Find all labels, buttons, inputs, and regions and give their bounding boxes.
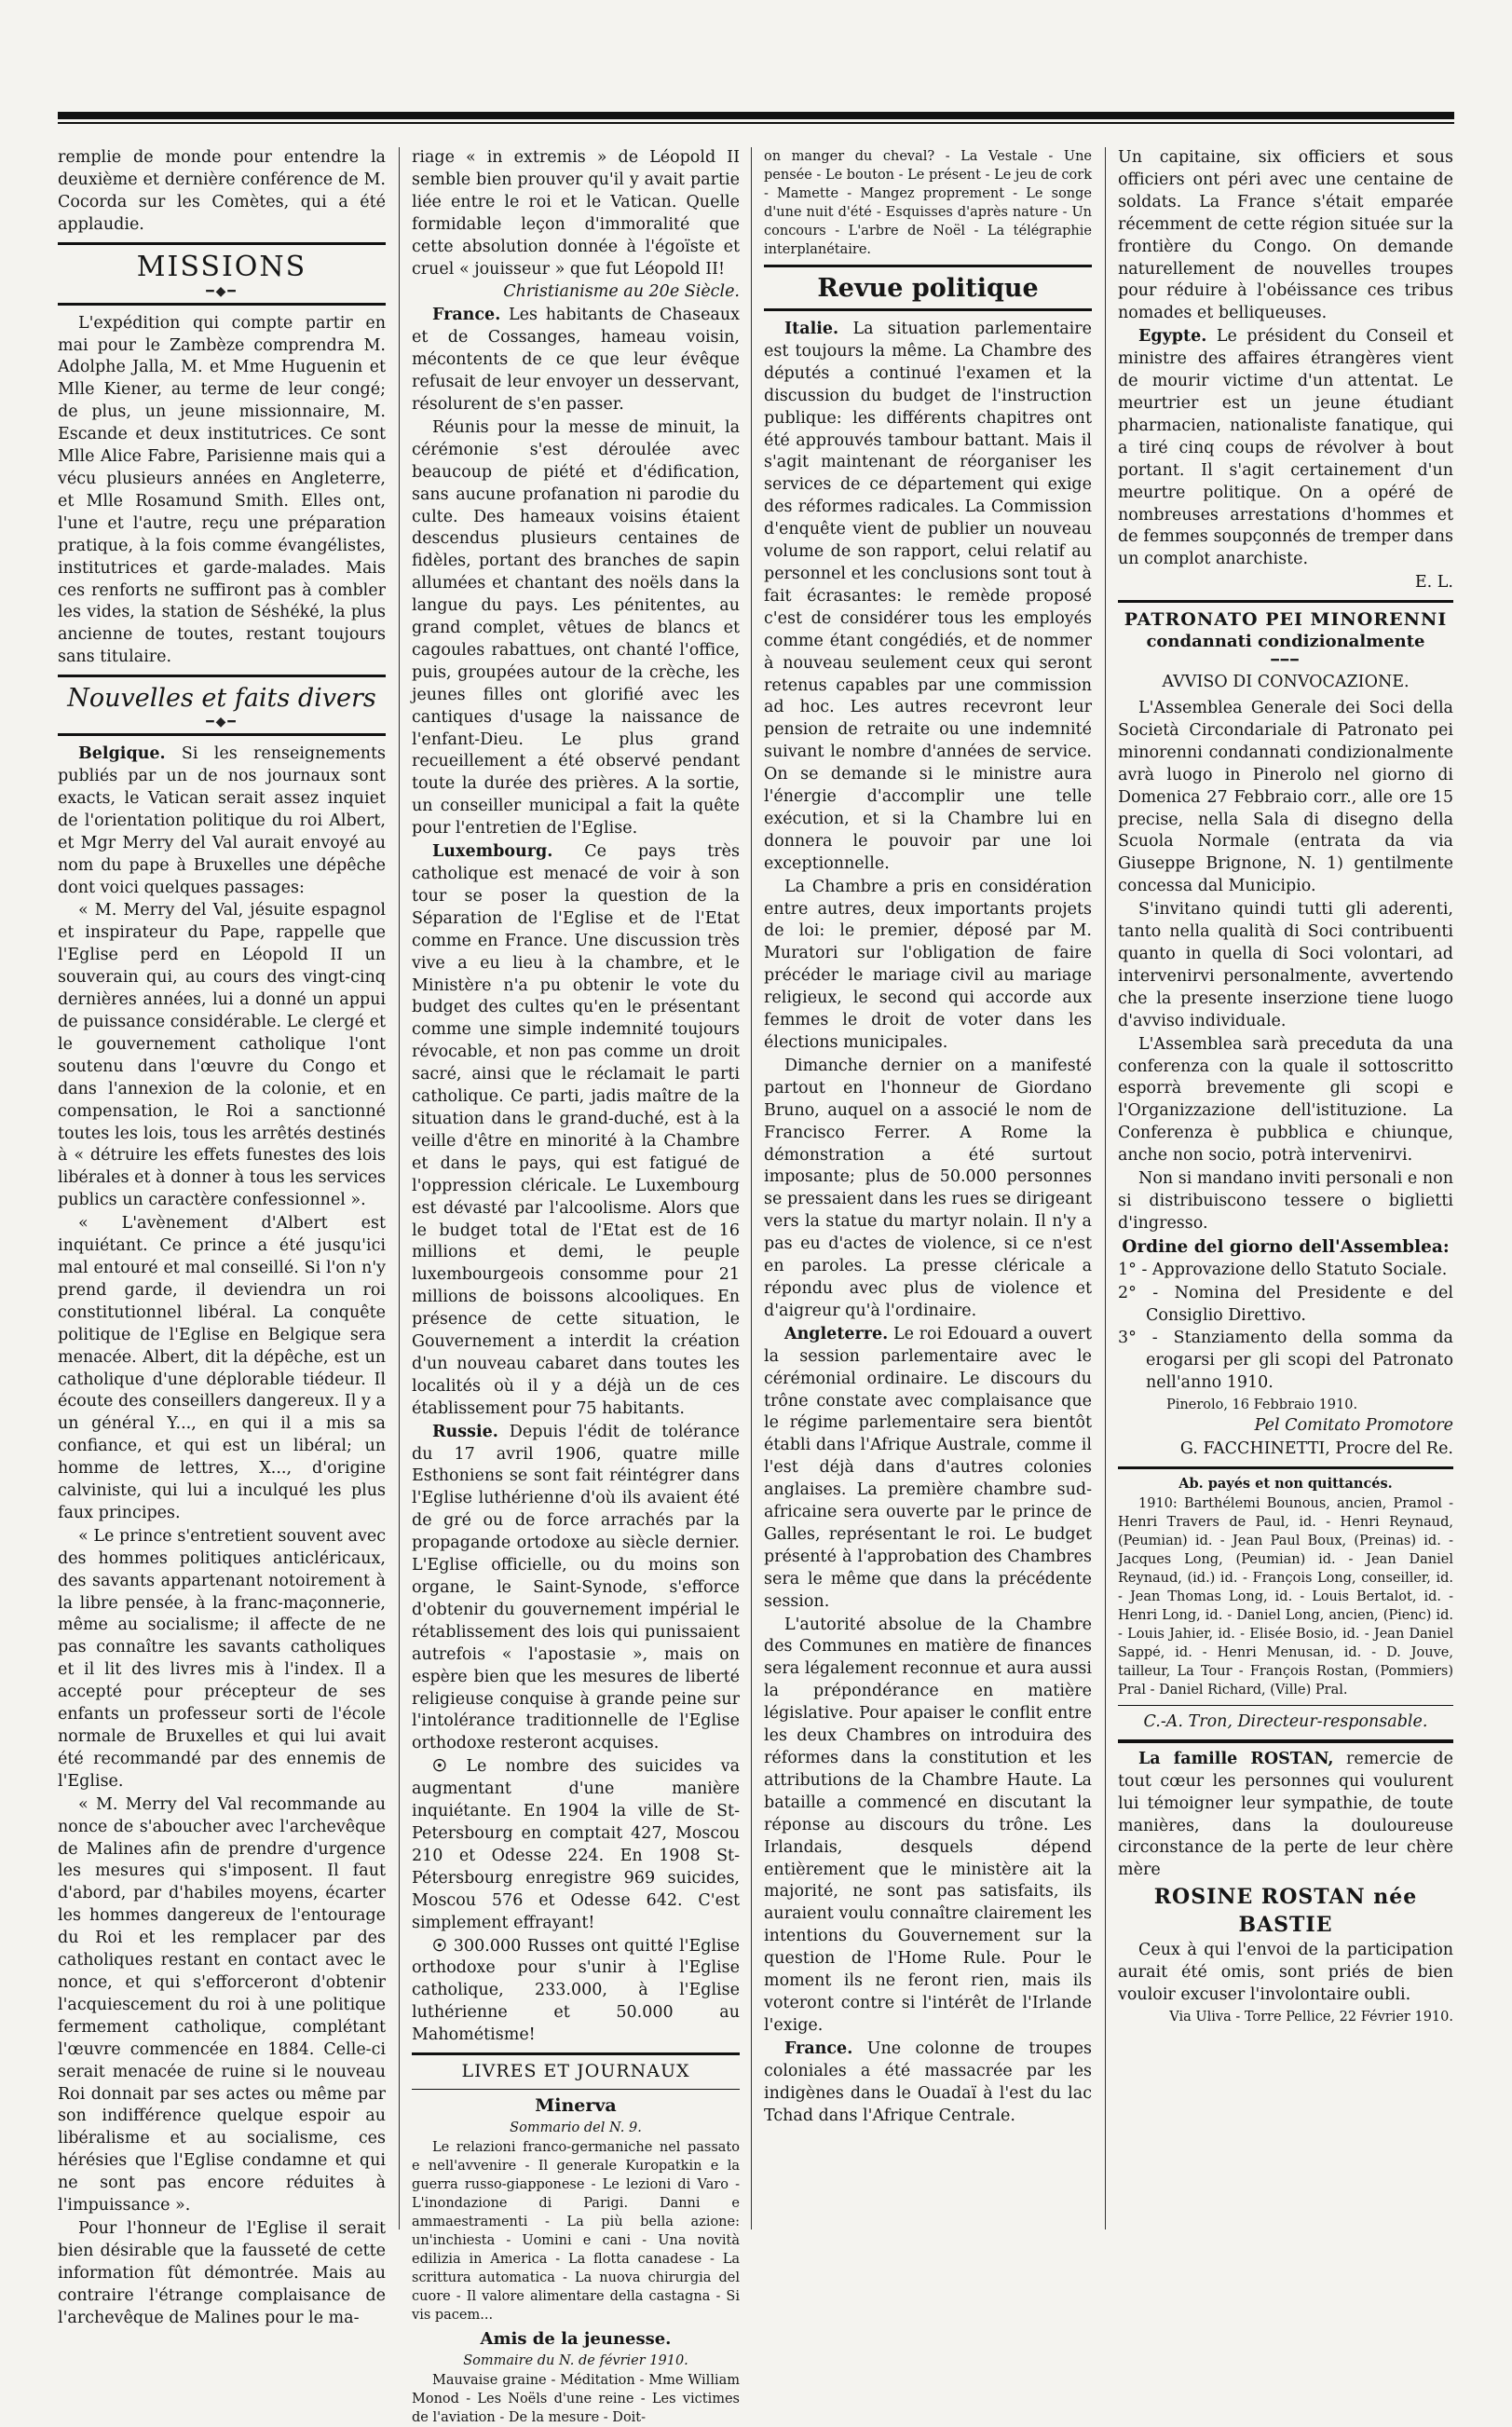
agenda-item: 3° - Stanziamento della somma da erogarsi per gli scopi del Patronato nell'anno 1910. xyxy=(1118,1329,1453,1393)
paragraph: La famille ROSTAN, remercie de tout cœur les personnes qui voulurent lui témoigner leur sympathie, de toute manières, dans la douloureuse circonstance de la perte de leur chère mère xyxy=(1118,1749,1453,1880)
ornament: ━◆━ xyxy=(206,715,238,730)
missions-header xyxy=(58,242,386,306)
paragraph: « L'avènement d'Albert est inquiétant. Ce prince a été jusqu'ici mal entouré et mal conseillé. Si l'on n'y prend garde, il deviendra un roi constitutionnel libéral. La conquête politique de l'Eglise en Belgique sera menacée. Albert, dit la dépêche, est un catholique d'une déplorable tiédeur. Il écoute des conseillers dangereux. Il y a un général Y..., en qui il a mis sa confiance, et qui est un libéral; un homme de lettres, X..., d'origine calviniste, qui lui a inculqué les plus faux principes. xyxy=(58,1214,386,1522)
signature: E. L. xyxy=(1414,573,1453,593)
paragraph: L'autorité absolue de la Chambre des Communes en matière de finances sera légalement reconnue et aura aussi la prépondérance en matière législative. Pour apaiser le conflit entre les deux Chambres on introduira des réformes dans la constitution et les attributions de la Chambre Haute. La bataille a commencé en discutant la réponse au discours du trône. Les Irlandais, desquels dépend entièrement que le ministère ait la majorité, ne sont pas satisfaits, ils auraient voulu connaître clairement les intentions du Gouvernement sur la question de l'Home Rule. Pour le moment ils ne feront rien, mais ils voteront contre si l'intérêt de l'Irlande l'exige. xyxy=(764,1615,1092,2035)
paragraph: Dimanche dernier on a manifesté partout en l'honneur de Giordano Bruno, auquel on a associé le nom de Francisco Ferrer. A Rome la démonstration a été surtout imposante; plus de 50.000 personnes se pressaient dans les rues se dirigeant vers la statue du martyr nolain. Il n'y a pas eu d'actes de violence, si ce n'est en paroles. La presse cléricale a répondu avec plus de violence et d'aigreur qu'à l'ordinaire. xyxy=(764,1056,1092,1320)
paragraph: Russie. Depuis l'édit de tolérance du 17 avril 1906, quatre mille Esthoniens se sont fait réintégrer dans l'Eglise luthérienne d'où ils avaient été de gré ou de force arrachés par la propagande ortodoxe au siècle dernier. L'Eglise officielle, ou du moins son organe, le Saint-Synode, s'efforce d'obtenir du gouvernement impérial le rétablissement des lois qui punissaient autrefois « l'apostasie », mais on espère bien que les mesures de liberté religieuse conquise à grande peine sur l'intolérance traditionnelle de l'Eglise orthodoxe resteront acquises. xyxy=(412,1422,740,1753)
paragraph: Luxembourg. Ce pays très catholique est menacé de voir à son tour se poser la question de la Séparation de l'Eglise et de l'Etat comme en France. Une discussion très vive a eu lieu à la chambre, et le Ministère n'a pu obtenir le vote du budget des cultes qu'en le présentant comme une simple indemnité toujours révocable, et non pas comme un droit sacré, ainsi que le réclamait le parti catholique. Ce parti, jadis maître de la situation dans le grand-duché, est à la veille d'être en minorité à la Chambre et dans le pays, qui est fatigué de l'oppression cléricale. Le Luxembourg est dévasté par l'alcoolisme. Alors que le budget total de l'Etat est de 16 millions et demi, le peuple luxembourgeois consomme pour 21 millions de boissons alcooliques. En présence de cette situation, le Gouvernement a interdit la création d'un nouveau cabaret dans toutes les localités où il y a déjà un de ces établissement pour 75 habitants. xyxy=(412,842,740,1418)
lead-label: Italie. xyxy=(784,320,839,338)
section-title: Nouvelles et faits divers xyxy=(67,684,376,714)
column-divider xyxy=(399,147,400,2229)
paragraph: France. Une colonne de troupes coloniales a été massacrée par les indigènes dans le Ouadaï à l'est du lac Tchad dans l'Afrique Centrale. xyxy=(764,2038,1092,2125)
notice-title: AVVISO DI CONVOCAZIONE. xyxy=(1162,673,1410,692)
paragraph: Ceux à qui l'envoi de la participation aurait été omis, sont priés de bien vouloir excuser l'involontaire oubli. xyxy=(1118,1941,1453,2005)
signer: G. FACCHINETTI, Procre del Re. xyxy=(1179,1439,1453,1459)
paragraph: Pour l'honneur de l'Eglise il serait bien désirable que la fausseté de cette information fût démontrée. Mais au contraire l'étrange complaisance de l'archevêque de Malines pour le ma- xyxy=(58,2218,386,2327)
paragraph: Réunis pour la messe de minuit, la cérémonie s'est déroulée avec beaucoup de piété et d'édification, sans aucune profanation ni parodie du culte. Des hameaux voisins étaient descendus plusieurs centaines de fidèles, portant des branches de sapin allumées et chantant des noëls dans la langue du pays. Les pénitentes, au grand complet, vêtues de blancs et cagoules rabattues, ont chanté l'office, puis, groupées autour de la crèche, les jeunes filles ont glorifié avec les cantiques d'usage la naissance de l'enfant-Dieu. Le plus grand recueillement a été observé pendant toute la durée des prières. A la sortie, un conseiller municipal a fait la quête pour l'entretien de l'Eglise. xyxy=(412,417,740,839)
paragraph: Un capitaine, six officiers et sous officiers ont péri avec une centaine de soldats. La France s'était emparée récemment de cette région située sur la frontière du Congo. On demande naturellement de nouvelles troupes pour réduire à l'obéissance ces tribus nomades et belliqueuses. xyxy=(1118,148,1453,323)
top-rule xyxy=(58,112,1454,119)
bullet-icon: ☉ xyxy=(432,1936,454,1956)
director-line: C.-A. Tron, Directeur-responsable. xyxy=(1143,1711,1428,1731)
section-title: LIVRES ET JOURNAUX xyxy=(461,2061,690,2082)
paragraph: « M. Merry del Val recommande au nonce de s'aboucher avec l'archevêque de Malines afin de prendre d'urgence les mesures qui s'imposent. Il faut d'abord, par d'habiles moyens, écarter les hommes dangereux de l'entourage du Roi et les remplacer par des catholiques restant en contact avec le nonce, et qui s'efforceront d'obtenir l'acquiescement du roi à une politique fermement catholique, complétant l'œuvre commencée en 1884. Celle-ci serait menacée de ruine si le nouveau Roi donnait par ses actes ou même par son indifférence quelque espoir au libéralisme et au socialisme, ces hérésies que l'Eglise condamne et qui ne sont pas encore réduites à l'impuissance ». xyxy=(58,1794,386,2216)
divider xyxy=(1118,1466,1453,1469)
paragraph: on manger du cheval? - La Vestale - Une pensée - Le bouton - Le présent - Le jeu de cork - Mamette - Mangez proprement - Le songe d'une nuit d'été - Esquisses d'après nature - Un concours - L'arbre de Noël - La télégraphie interplanétaire. xyxy=(764,149,1092,257)
ornament: ━◆━ xyxy=(206,283,238,299)
signature: Christianisme au 20e Siècle. xyxy=(503,282,740,302)
paragraph: ☉ 300.000 Russes ont quitté l'Eglise orthodoxe pour s'unir à l'Eglise catholique, 233.000, à l'Eglise luthérienne et 50.000 au Mahométisme! xyxy=(412,1936,740,2045)
agenda-title: Ordine del giorno dell'Assemblea: xyxy=(1122,1236,1450,1257)
paragraph: remplie de monde pour entendre la deuxième et dernière conférence de M. Cocorda sur les Comètes, qui a été applaudie. xyxy=(58,148,386,234)
sub-title: Minerva xyxy=(535,2094,617,2116)
divider xyxy=(1118,1705,1453,1706)
sub-title: Amis de la jeunesse. xyxy=(480,2328,672,2349)
subscribers-list: 1910: Barthélemi Bounous, ancien, Pramol - Henri Travers de Paul, id. - Henri Reynaud, (Peumian) id. - Jean Paul Boux, (Preinas) id. - Jacques Long, (Peumian) id. - Jean Daniel Reynaud, (id.) id. - François Long, conseiller, id. - Jean Thomas Long, id. - Louis Bertalot, id. - Henri Long, id. - Daniel Long, ancien, (Pienc) id. - Louis Jahier, id. - Elisée Bosio, id. - Jean Daniel Sappé, id. - Henri Menusan, id. - D. Jouve, tailleur, La Tour - François Rostan, (Pommiers) Pral - Daniel Richard, (Ville) Pral. xyxy=(1118,1495,1453,1698)
column-4 xyxy=(1118,147,1453,2229)
paragraph: ☉ Le nombre des suicides va augmentant d'une manière inquiétante. En 1904 la ville de St-Petersbourg en comptait 427, Moscou 210 et Odesse 224. En 1908 St-Pétersbourg enregistre 969 suicides, Moscou 576 et Odesse 642. C'est simplement effrayant! xyxy=(412,1757,741,1932)
agenda-item: 2° - Nomina del Presidente e del Consiglio Direttivo. xyxy=(1118,1283,1453,1325)
column-3 xyxy=(764,147,1092,2229)
agenda-item: 1° - Approvazione dello Statuto Sociale. xyxy=(1118,1260,1448,1279)
lead-label: Egypte. xyxy=(1138,327,1207,347)
ornament: ━━━ xyxy=(1271,653,1301,669)
paragraph: Egypte. Le président du Conseil et ministre des affaires étrangères vient de mourir victime d'un attentat. Le meurtrier est un jeune étudiant pharmacien, nationaliste fanatique, qui a tiré cinq coups de révolver à bout portant. Il s'agit certainement d'un meurtre politique. On a opéré de nombreuses arrestations d'hommes et de femmes soupçonnés de tremper dans un complot anarchiste. xyxy=(1118,327,1453,569)
lead-label: La famille ROSTAN, xyxy=(1138,1749,1334,1768)
paragraph: Angleterre. Le roi Edouard a ouvert la session parlementaire avec le cérémonial ordinaire. Le discours du trône constate avec complaisance que le régime parlementaire sera bientôt établi dans l'Afrique Australe, comme il l'est déjà dans d'autres colonies anglaises. La première chambre sud-africaine sera ouverte par le prince de Galles, représentant le roi. Le budget présenté à l'approbation des Chambres sera le même que dans la précédente session. xyxy=(764,1324,1092,1611)
top-rule-thin xyxy=(58,122,1454,124)
section-title: Revue politique xyxy=(817,274,1039,303)
lead-label: Angleterre. xyxy=(784,1324,889,1343)
lead-label: Belgique. xyxy=(78,744,166,764)
divider xyxy=(1118,1739,1453,1743)
nouvelles-header xyxy=(58,675,386,736)
patronato-subtitle: condannati condizionalmente xyxy=(1146,632,1425,652)
column-1 xyxy=(58,147,386,2327)
paragraph: « M. Merry del Val, jésuite espagnol et inspirateur du Pape, rappelle que l'Eglise perd en Léopold II un souverain qui, au cours des vingt-cinq dernières années, lui a donné un appui de puissance considérable. Le clergé et le gouvernement catholique l'ont soutenu dans l'œuvre du Congo et dans l'annexion de la colonie, et en compensation, le Roi a sanctionné toutes les lois, tous les arrêtés destinés à « détruire les effets funestes des lois libérales et à donner à tous les services publics un caractère confessionnel ». xyxy=(58,901,386,1210)
committee: Pel Comitato Promotore xyxy=(1254,1416,1453,1436)
paragraph: Non si mandano inviti personali e non si distribuiscono tessere o biglietti d'ingresso. xyxy=(1118,1169,1453,1233)
paragraph: L'expédition qui compte partir en mai pour le Zambèze comprendra M. Adolphe Jalla, M. et Mme Huguenin et Mlle Kiener, au terme de leur congé; de plus, un jeune missionnaire, M. Escande et deux institutrices. Ce sont Mlle Alice Fabre, Parisienne mais qui a vécu plusieurs années en Angleterre, et Mlle Rosamund Smith. Elles ont, l'une et l'autre, reçu une préparation pratique, à la fois comme évangélistes, institutrices et garde-malades. Mais ces renforts ne suffiront pas à combler les vides, la station de Séshéké, la plus ancienne de toutes, restant toujours sans titulaire. xyxy=(58,313,386,667)
lead-label: Russie. xyxy=(432,1422,498,1441)
divider xyxy=(412,2052,740,2055)
revue-header xyxy=(764,265,1092,311)
paragraph: Mauvaise graine - Méditation - Mme William Monod - Les Noëls d'une reine - Les victimes de l'aviation - De la mesure - Doit- xyxy=(412,2372,740,2425)
paragraph: L'Assemblea sarà preceduta da una conferenza con la quale il sottoscritto esporrà brevemente gli scopi e l'Organizzazione dell'istituzione. La Conferenza è pubblica e chiunque, anche non socio, potrà intervenirvi. xyxy=(1118,1034,1453,1166)
section-title: MISSIONS xyxy=(136,250,307,283)
paragraph: Belgique. Si les renseignements publiés par un de nos journaux sont exacts, le Vatican serait assez inquiet de l'orientation politique du roi Albert, et Mgr Merry del Val aurait envoyé au nom du pape à Bruxelles une dépêche dont voici quelques passages: xyxy=(58,744,386,897)
paragraph: Italie. La situation parlementaire est toujours la même. La Chambre des députés a continué l'examen et la discussion du budget de l'instruction publique: les différents chapitres ont été approuvés tambour battant. Mais il s'agit maintenant de réorganiser les services de ce département qui exige des réformes radicales. La Commission d'enquête vient de publier un nouveau volume de son rapport, celui relatif au personnel et les conclusions sont tout à fait écrasantes: le remède proposé c'est de considérer tous les employés comme étant congédiés, et de nommer à nouveau seulement ceux qui seront retenus capables par une commission ad hoc. Les autres recevront leur pension de retraite ou une indemnité suivant le nombre d'années de service. On se demande si le ministre aura l'énergie d'accomplir une telle exécution, et si la Chambre lui en donnera le pouvoir par une loi exceptionnelle. xyxy=(764,320,1092,873)
patronato-title: PATRONATO PEI MINORENNI xyxy=(1124,609,1448,631)
paragraph: S'invitano quindi tutti gli aderenti, tanto nella qualità di Soci contribuenti quanto in quella di Soci volontari, ad intervenirvi personalmente, avvertendo che la presente inserzione tiene luogo d'avviso individuale. xyxy=(1118,900,1453,1030)
address-line: Via Uliva - Torre Pellice, 22 Février 1910. xyxy=(1169,2010,1453,2025)
paragraph: Le relazioni franco-germaniche nel passato e nell'avvenire - Il generale Kuropatkin e la guerra russo-giapponese - Le lezioni di Varo - L'inondazione di Parigi. Danni e ammaestramenti - La più bella azione: un'inchiesta - Uomini e cani - Una novità edilizia in America - La flotta canadese - La scrittura automatica - La nuova chirurgia del cuore - Il valore alimentare della castagna - Si vis pacem... xyxy=(412,2139,740,2323)
deceased-name: ROSINE ROSTAN née BASTIE xyxy=(1153,1885,1418,1938)
column-divider xyxy=(751,147,752,2229)
bullet-icon: ☉ xyxy=(432,1757,467,1777)
paragraph: L'Assemblea Generale dei Soci della Società Circondariale di Patronato pei minorenni condannati condizionalmente avrà luogo in Pinerolo nel giorno di Domenica 27 Febbraio corr., alle ore 15 precise, nella Sala di disegno della Scuola Normale (entrata da via Giuseppe Brignone, N. 1) gentilmente concessa dal Municipio. xyxy=(1118,699,1453,896)
paragraph: La Chambre a pris en considération entre autres, deux importants projets de loi: le premier, déposé par M. Muratori sur l'obligation de faire précéder le mariage civil au mariage religieux, le second qui accorde aux femmes le droit de voter dans les élections municipales. xyxy=(764,877,1092,1052)
paragraph: « Le prince s'entretient souvent avec des hommes politiques anticléricaux, des savants appartenant notoirement à la libre pensée, à la franc-maçonnerie, même au socialisme; il affecte de ne pas connaître les savants catholiques et il lit des livres mis à l'index. Il a accepté pour précepteur de ses enfants un professeur sorti de l'école normale de Bruxelles et qui lui avait été recommandé par des ennemis de l'Eglise. xyxy=(58,1526,386,1791)
divider xyxy=(412,2089,740,2090)
subscribers-title: Ab. payés et non quittancés. xyxy=(1178,1475,1393,1492)
divider xyxy=(1118,600,1453,603)
notice-date: Pinerolo, 16 Febbraio 1910. xyxy=(1166,1398,1358,1413)
paragraph: riage « in extremis » de Léopold II semble bien prouver qu'il y avait partie liée entre le roi et le Vatican. Quelle formidable leçon d'immoralité que cette absolution donnée à l'égoïste et cruel « jouisseur » que fut Léopold II! xyxy=(412,148,740,279)
lead-label: Luxembourg. xyxy=(432,842,553,862)
paragraph: France. Les habitants de Chaseaux et de Cossanges, hameau voisin, mécontents de ce que leur évêque refusait de leur envoyer un desservant, résolurent de s'en passer. xyxy=(412,306,740,414)
lead-label: France. xyxy=(432,306,501,325)
column-2 xyxy=(412,147,741,2425)
column-divider xyxy=(1105,147,1106,2229)
sub-caption: Sommaire du N. de février 1910. xyxy=(463,2352,688,2368)
sub-caption: Sommario del N. 9. xyxy=(510,2120,642,2135)
lead-label: France. xyxy=(784,2038,853,2058)
